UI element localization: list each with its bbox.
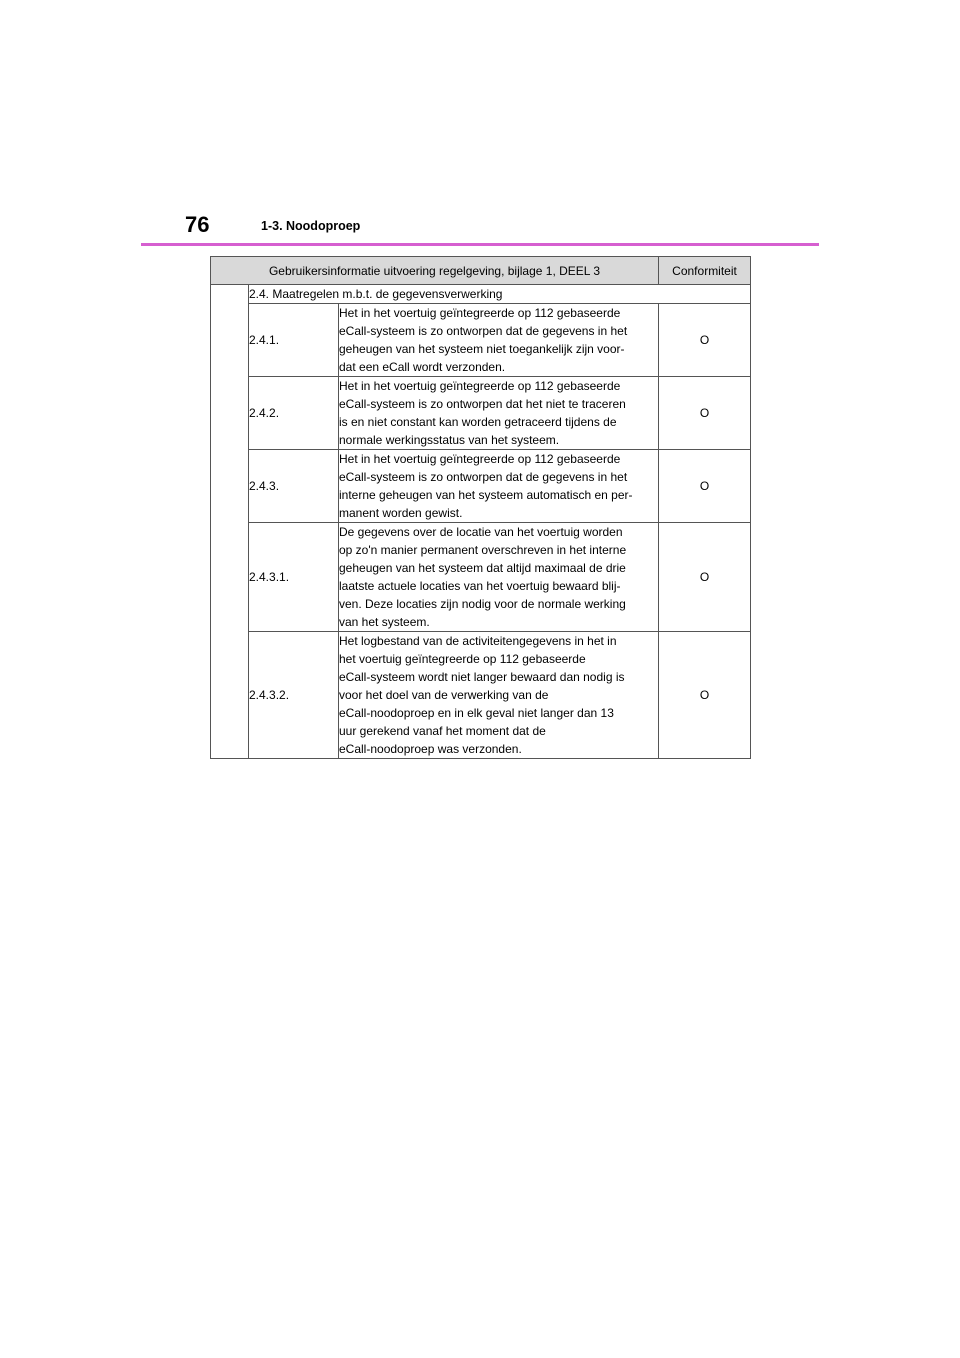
column-header-info: Gebruikersinformatie uitvoering regelgeving, bijlage 1, DEEL 3 [211, 257, 659, 285]
conformity-mark: O [659, 632, 751, 759]
clause-description [339, 377, 659, 450]
table-row [211, 377, 751, 450]
clause-number: 2.4.3. [249, 450, 339, 523]
description-line: Het logbestand van de activiteitengegevens in het in [339, 634, 617, 648]
description-line: Het in het voertuig geïntegreerde op 112 gebaseerde [339, 452, 621, 466]
conformity-mark: O [659, 523, 751, 632]
page-number: 76 [185, 212, 210, 237]
table-body [211, 285, 751, 759]
description-line: normale werkingsstatus van het systeem. [339, 433, 560, 447]
conformity-mark: O [659, 377, 751, 450]
description-line: geheugen van het systeem niet toegankelijk zijn voor- [339, 342, 625, 356]
description-line: is en niet constant kan worden getraceerd tijdens de [339, 415, 617, 429]
description-line: manent worden gewist. [339, 506, 463, 520]
description-line: geheugen van het systeem dat altijd maximaal de drie [339, 561, 626, 575]
section-heading: 2.4. Maatregelen m.b.t. de gegevensverwerking [249, 285, 751, 304]
description-line: het voertuig geïntegreerde op 112 gebaseerde [339, 652, 586, 666]
table-row [211, 450, 751, 523]
clause-description [339, 523, 659, 632]
description-line: interne geheugen van het systeem automatisch en per- [339, 488, 633, 502]
description-line: dat een eCall wordt verzonden. [339, 360, 506, 374]
description-line: De gegevens over de locatie van het voertuig worden [339, 525, 623, 539]
header-rule [141, 243, 819, 246]
description-line: eCall-noodoproep en in elk geval niet langer dan 13 [339, 706, 614, 720]
clause-number: 2.4.1. [249, 304, 339, 377]
description-line: ven. Deze locaties zijn nodig voor de normale werking [339, 597, 626, 611]
section-heading-row [211, 285, 751, 304]
description-line: Het in het voertuig geïntegreerde op 112 gebaseerde [339, 306, 621, 320]
description-line: op zo'n manier permanent overschreven in het interne [339, 543, 627, 557]
description-line: Het in het voertuig geïntegreerde op 112 gebaseerde [339, 379, 621, 393]
description-line: voor het doel van de verwerking van de [339, 688, 549, 702]
description-line: eCall-noodoproep was verzonden. [339, 742, 522, 756]
clause-number: 2.4.3.2. [249, 632, 339, 759]
clause-number: 2.4.2. [249, 377, 339, 450]
column-header-conformity: Conformiteit [659, 257, 751, 285]
description-line: eCall-systeem is zo ontworpen dat de gegevens in het [339, 470, 628, 484]
conformity-mark: O [659, 450, 751, 523]
clause-description [339, 632, 659, 759]
table-row [211, 523, 751, 632]
table-row [211, 632, 751, 759]
table-row [211, 304, 751, 377]
clause-description [339, 304, 659, 377]
description-line: eCall-systeem is zo ontworpen dat de gegevens in het [339, 324, 628, 338]
regulation-table [210, 256, 751, 759]
clause-number: 2.4.3.1. [249, 523, 339, 632]
description-line: laatste actuele locaties van het voertuig bewaard blij- [339, 579, 621, 593]
conformity-mark: O [659, 304, 751, 377]
description-line: eCall-systeem is zo ontworpen dat het niet te traceren [339, 397, 626, 411]
description-line: uur gerekend vanaf het moment dat de [339, 724, 546, 738]
clause-description [339, 450, 659, 523]
description-line: van het systeem. [339, 615, 430, 629]
description-line: eCall-systeem wordt niet langer bewaard dan nodig is [339, 670, 625, 684]
section-title: 1-3. Noodoproep [261, 219, 361, 233]
table-header-row [211, 257, 751, 285]
indent-cell [211, 285, 249, 759]
